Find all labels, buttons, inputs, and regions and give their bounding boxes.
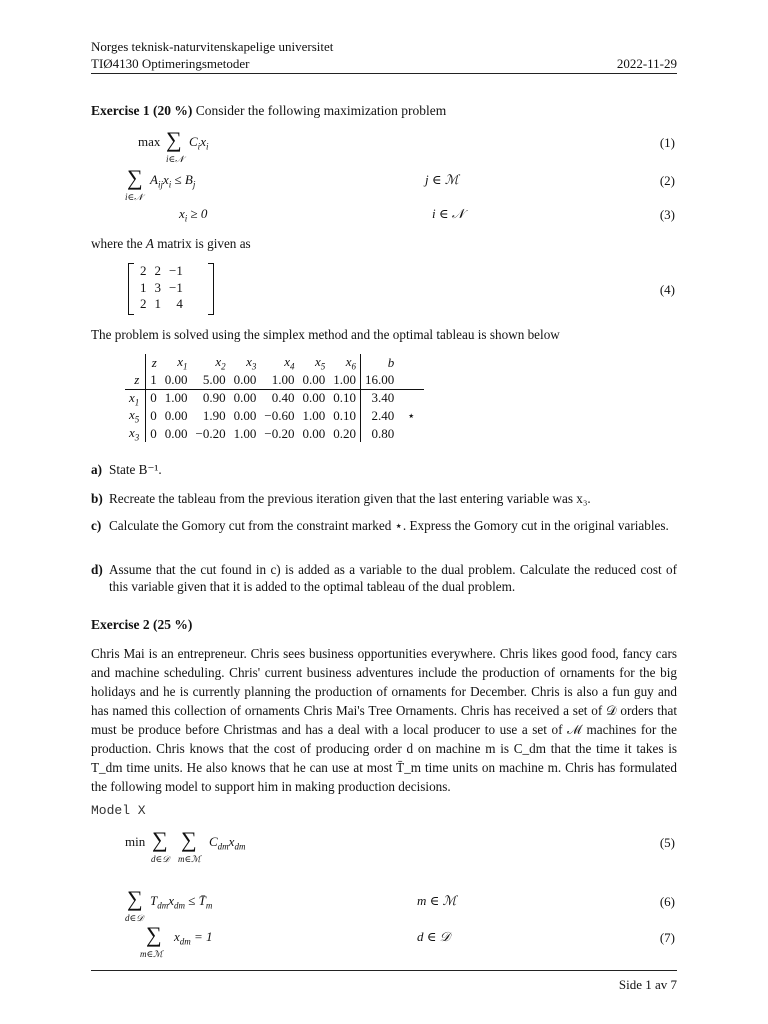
tableau-cell: 1.00: [161, 389, 192, 407]
tableau-row-label: $x_5$: [129, 407, 140, 425]
matrix-right-bracket: [208, 263, 214, 315]
simplex-tableau: [125, 354, 424, 442]
tableau-cell: 0.00: [233, 372, 257, 388]
matrix-a: [128, 263, 214, 315]
eq7-number: (7): [659, 930, 675, 945]
tableau-cell: 0: [146, 389, 161, 407]
matrix-cell: −1: [169, 279, 183, 295]
tableau-row-mark: [398, 425, 424, 443]
tableau-cell: 0.10: [329, 389, 360, 407]
tableau-cell: 5.00: [202, 372, 226, 388]
eq5-sum-index-2: m∈ℳ: [178, 854, 201, 864]
tableau-cell: 1.00: [333, 372, 356, 388]
tableau-col-x5: $x_5$: [314, 354, 326, 372]
eq2-number: (2): [659, 173, 675, 188]
eq5-sum-index-1: d∈𝒟: [151, 854, 170, 864]
eq1-coefficient: $C_ix_i$: [189, 134, 209, 152]
tableau-cell: 0.00: [302, 372, 326, 388]
tableau-row: [125, 407, 424, 425]
matrix-cell: 1: [140, 279, 147, 295]
matrix-row: [136, 296, 187, 313]
tableau-cell: 3.40: [360, 389, 398, 407]
eq6-sum-symbol: ∑: [127, 886, 143, 911]
model-label: Model X: [91, 803, 146, 818]
exercise1-intro: Consider the following maximization problem: [195, 103, 447, 118]
tableau-cell: 0.20: [333, 425, 356, 441]
tableau-col-x2: $x_2$: [215, 354, 226, 372]
tableau-cell: 0.00: [164, 425, 188, 441]
eq4-number: (4): [659, 282, 675, 297]
institution-name: Norges teknisk-naturvitenskapelige universitet: [91, 39, 334, 54]
eq5-sum-symbol-2: ∑: [181, 827, 197, 852]
tableau-col-x3: $x_3$: [246, 354, 257, 372]
eq2-sum-index: i∈𝒩: [125, 192, 143, 202]
equation-3: $x_i \ge 0$: [179, 206, 208, 224]
tableau-col-z: z: [146, 354, 161, 372]
tableau-cell: 0.90: [192, 389, 230, 407]
eq5-number: (5): [659, 835, 675, 850]
header-rule: [91, 73, 677, 74]
tableau-cell: 0.00: [230, 389, 261, 407]
eq5-sum-symbol-1: ∑: [152, 827, 168, 852]
eq3-domain: i ∈ 𝒩: [432, 206, 465, 221]
tableau-cell: 1.00: [233, 425, 257, 441]
matrix-cell: 1: [154, 296, 161, 312]
tableau-cell: 0.00: [233, 407, 257, 423]
tableau-cell: 1.90: [202, 407, 226, 423]
tableau-col-x4: $x_4$: [284, 354, 295, 372]
matrix-cell: 4: [176, 296, 183, 312]
question-a: a) State B⁻¹.: [91, 462, 162, 477]
matrix-cell: 2: [154, 263, 161, 279]
eq5-objective-term: $C_{dm}x_{dm}$: [209, 834, 246, 852]
tableau-row: [125, 389, 424, 407]
tableau-row-mark: [398, 389, 424, 407]
eq7-lhs: $x_{dm} = 1$: [174, 929, 213, 947]
eq1-operator: max: [138, 134, 161, 149]
matrix-cell: 2: [140, 296, 147, 312]
tableau-cell: −0.60: [264, 407, 295, 423]
tableau-intro: The problem is solved using the simplex method and the optimal tableau is shown below: [91, 327, 560, 342]
eq7-domain: d ∈ 𝒟: [417, 929, 450, 944]
tableau-row: [125, 425, 424, 443]
tableau-row: [125, 372, 424, 390]
tableau-cell: 0: [146, 407, 161, 425]
tableau-star-mark: ⋆: [407, 407, 416, 423]
eq6-number: (6): [659, 894, 675, 909]
eq6-sum-index: d∈𝒟: [125, 913, 144, 923]
eq1-number: (1): [659, 135, 675, 150]
tableau-cell: 0.40: [260, 389, 298, 407]
eq6-lhs: $T_{dm}x_{dm}$ ≤ $T̄_m$: [150, 893, 213, 911]
tableau-row-label: $x_1$: [125, 389, 146, 407]
tableau-cell: 1: [146, 372, 161, 390]
question-d: d) Assume that the cut found in c) is added as a variable to the dual problem. Calculate the reduced cost of this variable given that it is added to the optimal tableau of the dual problem.: [91, 562, 677, 594]
page-number: Side 1 av 7: [618, 977, 677, 992]
course-name: TIØ4130 Optimeringsmetoder: [91, 56, 250, 71]
exercise2-paragraph: Chris Mai is an entrepreneur. Chris sees business opportunities everywhere. Chris likes good food, fancy cars and machine scheduling. Chris' current business adventures include the production of ornaments for the big holidays and he is currently planning the production of ornaments for December. Chris is also a fun guy and has named this collection of ornaments Chris Mai's Tree Ornaments. Chris has received a set of 𝒟 orders that must be produce before Christmas and has a deal with a local producer to use a set of ℳ machines for the production. Chris knows that the cost of producing order d on machine m is C_dm that the time it takes is T_dm time units. He also knows that he can use at most T̄_m time units on machine m. Chris has formulated the following model to support him in making production decisions.: [91, 646, 677, 794]
question-c: c) Calculate the Gomory cut from the constraint marked ⋆. Express the Gomory cut in the original variables.: [91, 518, 669, 533]
tableau-cell: 0.80: [360, 425, 398, 443]
eq7-sum-symbol: ∑: [146, 922, 162, 947]
eq1-sum-symbol: ∑: [166, 127, 182, 152]
matrix-cell: −1: [169, 263, 183, 279]
tableau-cell: −0.20: [264, 425, 295, 441]
eq2-sum-symbol: ∑: [127, 165, 143, 190]
eq2-lhs: $A_{ij}x_i \le B_j$: [150, 172, 196, 190]
eq2-domain: j ∈ ℳ: [425, 172, 459, 187]
exercise1-heading: [91, 101, 446, 120]
tableau-header-row: [125, 354, 424, 372]
footer-rule: [91, 970, 677, 971]
eq1-sum-index: i∈𝒩: [166, 154, 184, 164]
tableau-cell: 0.00: [298, 389, 329, 407]
matrix-left-bracket: [128, 263, 134, 315]
tableau-col-x1: $x_1$: [177, 354, 188, 372]
question-b: b) Recreate the tableau from the previous iteration given that the last entering variable was x₃.: [91, 491, 591, 506]
tableau-cell: 1.00: [271, 372, 295, 388]
matrix-cell: 3: [154, 279, 161, 295]
tableau-row-mark: [398, 372, 424, 390]
tableau-row-label: $x_3$: [129, 424, 140, 443]
matrix-entries: [136, 263, 187, 313]
exercise2-title: Exercise 2 (25 %): [91, 617, 193, 632]
tableau-cell: 16.00: [360, 372, 398, 390]
exam-date: 2022-11-29: [616, 56, 677, 71]
eq7-sum-index: m∈ℳ: [140, 949, 163, 959]
matrix-row: [136, 280, 187, 297]
tableau-col-x6: $x_6$: [345, 354, 356, 372]
exercise1-title: Exercise 1 (20 %): [91, 103, 193, 118]
tableau-cell: −0.20: [195, 425, 226, 441]
tableau-cell: 0.10: [333, 407, 356, 423]
matrix-cell: 2: [140, 263, 147, 279]
eq3-number: (3): [659, 207, 675, 222]
tableau-cell: 0.00: [164, 372, 188, 388]
tableau-row-label: z: [134, 372, 140, 388]
tableau-cell: 0: [146, 425, 161, 443]
tableau-col-b: b: [360, 354, 398, 372]
eq6-domain: m ∈ ℳ: [417, 893, 457, 908]
eq5-operator: min: [125, 834, 146, 849]
tableau-cell: 0.00: [164, 407, 188, 423]
matrix-intro: where the A matrix is given as: [91, 236, 251, 251]
tableau-cell: 1.00: [302, 407, 326, 423]
matrix-row: [136, 263, 187, 280]
tableau-cell: 2.40: [360, 407, 398, 425]
tableau-cell: 0.00: [302, 425, 326, 441]
